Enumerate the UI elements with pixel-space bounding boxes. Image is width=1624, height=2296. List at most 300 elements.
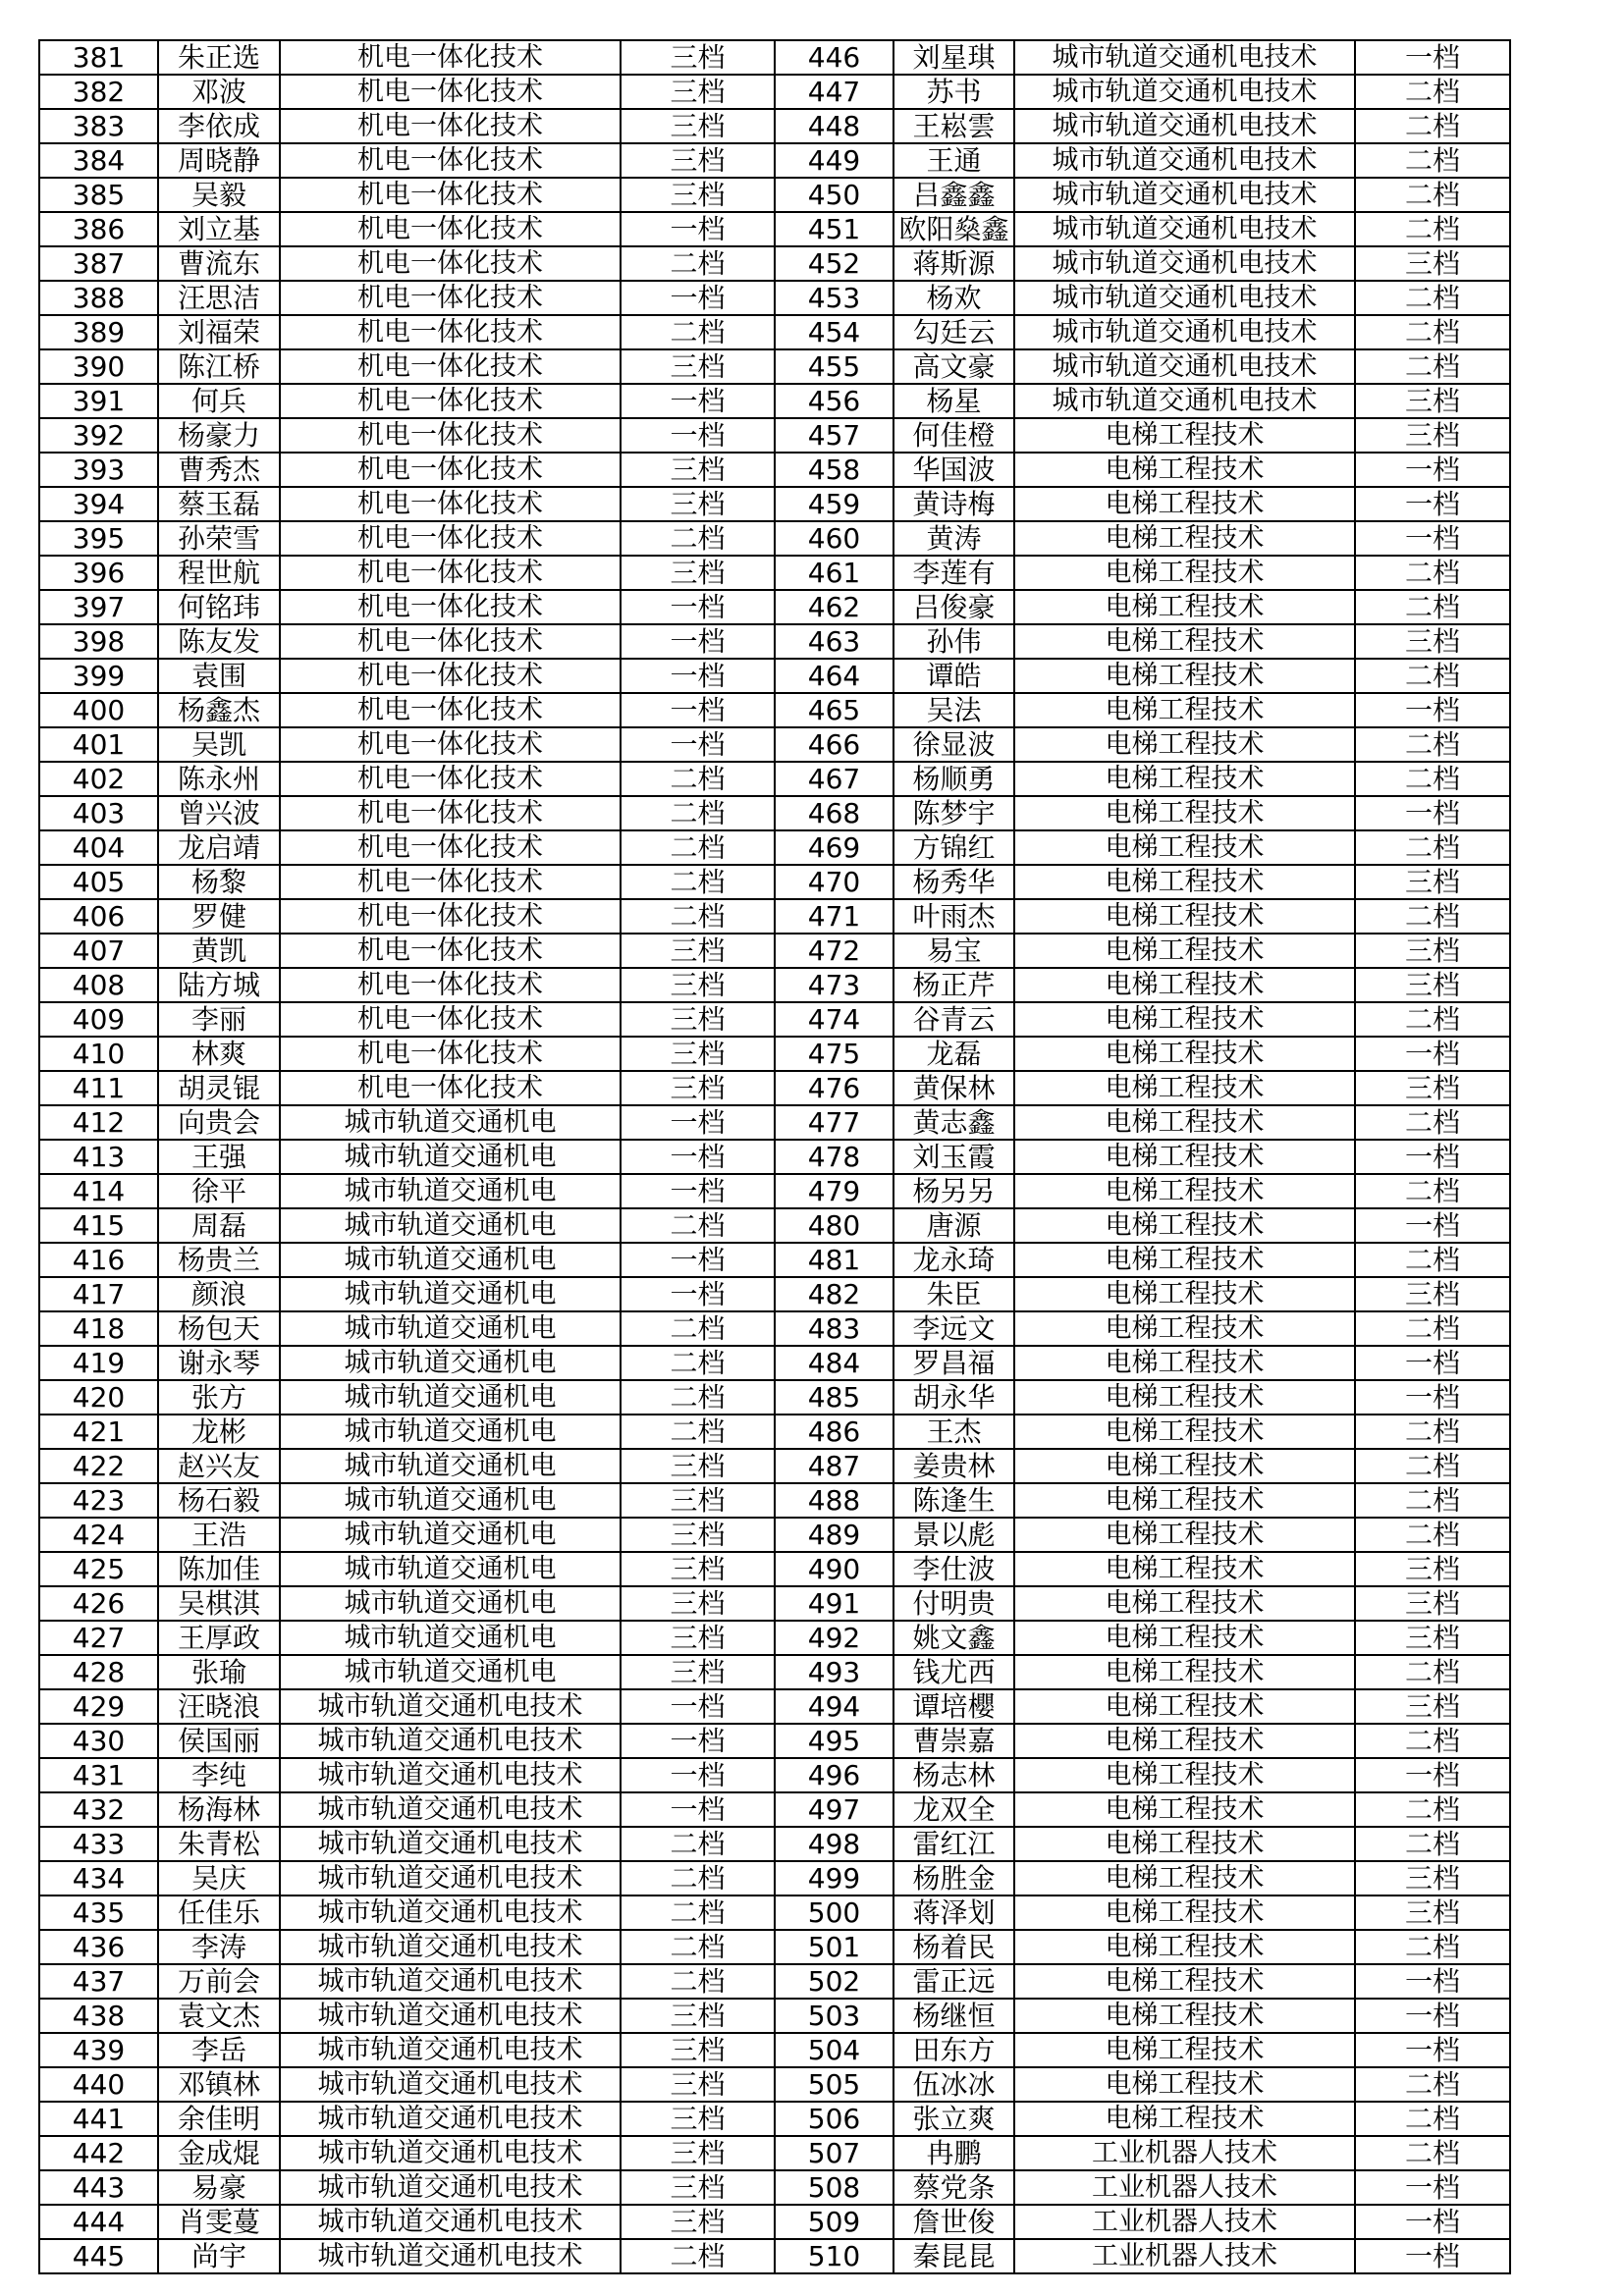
left-grade-cell: 一档: [621, 727, 775, 762]
right-name-cell: 黄诗梅: [893, 487, 1014, 521]
left-grade-cell: 一档: [621, 1724, 775, 1758]
right-serial-number-cell: 465: [775, 693, 893, 727]
left-name-cell: 颜浪: [158, 1277, 280, 1311]
left-grade-cell: 三档: [621, 109, 775, 143]
right-major-cell: 电梯工程技术: [1014, 968, 1355, 1002]
right-serial-number-cell: 504: [775, 2033, 893, 2067]
right-grade-cell: 一档: [1355, 1758, 1510, 1792]
left-name-cell: 汪思洁: [158, 281, 280, 315]
left-grade-cell: 一档: [621, 1140, 775, 1174]
right-name-cell: 王杰: [893, 1415, 1014, 1449]
right-name-cell: 黄涛: [893, 521, 1014, 556]
left-grade-cell: 二档: [621, 1208, 775, 1243]
right-name-cell: 杨继恒: [893, 1999, 1014, 2033]
left-major-cell: 城市轨道交通机电: [280, 1208, 621, 1243]
left-grade-cell: 三档: [621, 1483, 775, 1518]
right-major-cell: 电梯工程技术: [1014, 2033, 1355, 2067]
right-grade-cell: 一档: [1355, 1380, 1510, 1415]
left-serial-number-cell: 404: [39, 830, 158, 865]
left-grade-cell: 一档: [621, 693, 775, 727]
left-major-cell: 机电一体化技术: [280, 1002, 621, 1037]
right-name-cell: 欧阳燊鑫: [893, 212, 1014, 246]
right-serial-number-cell: 494: [775, 1689, 893, 1724]
right-grade-cell: 二档: [1355, 1930, 1510, 1964]
left-serial-number-cell: 436: [39, 1930, 158, 1964]
left-grade-cell: 一档: [621, 590, 775, 624]
left-major-cell: 机电一体化技术: [280, 143, 621, 178]
table-row: [39, 1002, 1510, 1037]
right-major-cell: 电梯工程技术: [1014, 418, 1355, 453]
left-name-cell: 杨贵兰: [158, 1243, 280, 1277]
table-row: [39, 453, 1510, 487]
left-name-cell: 杨豪力: [158, 418, 280, 453]
left-name-cell: 朱正选: [158, 40, 280, 75]
left-serial-number-cell: 412: [39, 1105, 158, 1140]
table-row: [39, 143, 1510, 178]
left-serial-number-cell: 432: [39, 1792, 158, 1827]
right-grade-cell: 二档: [1355, 1724, 1510, 1758]
right-major-cell: 城市轨道交通机电技术: [1014, 246, 1355, 281]
right-major-cell: 电梯工程技术: [1014, 1346, 1355, 1380]
table-row: [39, 1655, 1510, 1689]
right-name-cell: 秦昆昆: [893, 2239, 1014, 2273]
right-grade-cell: 二档: [1355, 315, 1510, 349]
right-major-cell: 工业机器人技术: [1014, 2239, 1355, 2273]
left-grade-cell: 三档: [621, 143, 775, 178]
table-row: [39, 1896, 1510, 1930]
right-major-cell: 城市轨道交通机电技术: [1014, 212, 1355, 246]
left-name-cell: 万前会: [158, 1964, 280, 1999]
left-name-cell: 陈友发: [158, 624, 280, 659]
table-row: [39, 521, 1510, 556]
left-serial-number-cell: 411: [39, 1071, 158, 1105]
right-grade-cell: 一档: [1355, 1346, 1510, 1380]
left-name-cell: 尚宇: [158, 2239, 280, 2273]
left-grade-cell: 三档: [621, 2033, 775, 2067]
right-name-cell: 吴法: [893, 693, 1014, 727]
right-serial-number-cell: 506: [775, 2102, 893, 2136]
left-serial-number-cell: 421: [39, 1415, 158, 1449]
left-major-cell: 城市轨道交通机电技术: [280, 2033, 621, 2067]
right-grade-cell: 三档: [1355, 1896, 1510, 1930]
left-major-cell: 机电一体化技术: [280, 968, 621, 1002]
right-serial-number-cell: 482: [775, 1277, 893, 1311]
right-grade-cell: 一档: [1355, 2033, 1510, 2067]
left-major-cell: 城市轨道交通机电: [280, 1243, 621, 1277]
right-major-cell: 电梯工程技术: [1014, 1758, 1355, 1792]
table-row: [39, 865, 1510, 899]
table-row: [39, 109, 1510, 143]
left-name-cell: 孙荣雪: [158, 521, 280, 556]
table-row: [39, 1243, 1510, 1277]
left-serial-number-cell: 444: [39, 2205, 158, 2239]
right-major-cell: 电梯工程技术: [1014, 1071, 1355, 1105]
table-row: [39, 178, 1510, 212]
right-name-cell: 雷正远: [893, 1964, 1014, 1999]
right-serial-number-cell: 448: [775, 109, 893, 143]
right-name-cell: 龙永琦: [893, 1243, 1014, 1277]
table-row: [39, 349, 1510, 384]
left-major-cell: 城市轨道交通机电技术: [280, 2067, 621, 2102]
left-major-cell: 城市轨道交通机电: [280, 1621, 621, 1655]
right-grade-cell: 三档: [1355, 418, 1510, 453]
left-grade-cell: 三档: [621, 2205, 775, 2239]
right-major-cell: 城市轨道交通机电技术: [1014, 40, 1355, 75]
left-name-cell: 龙启靖: [158, 830, 280, 865]
left-name-cell: 袁围: [158, 659, 280, 693]
student-grade-table: [38, 39, 1511, 2274]
table-row: [39, 899, 1510, 934]
table-row: [39, 1380, 1510, 1415]
right-major-cell: 城市轨道交通机电技术: [1014, 109, 1355, 143]
right-name-cell: 杨着民: [893, 1930, 1014, 1964]
left-grade-cell: 一档: [621, 1792, 775, 1827]
left-major-cell: 机电一体化技术: [280, 281, 621, 315]
table-row: [39, 246, 1510, 281]
left-grade-cell: 二档: [621, 796, 775, 830]
left-name-cell: 杨石毅: [158, 1483, 280, 1518]
table-row: [39, 1827, 1510, 1861]
right-serial-number-cell: 456: [775, 384, 893, 418]
left-serial-number-cell: 397: [39, 590, 158, 624]
table-row: [39, 212, 1510, 246]
right-grade-cell: 二档: [1355, 590, 1510, 624]
left-serial-number-cell: 389: [39, 315, 158, 349]
right-grade-cell: 二档: [1355, 659, 1510, 693]
left-major-cell: 城市轨道交通机电技术: [280, 1999, 621, 2033]
left-serial-number-cell: 427: [39, 1621, 158, 1655]
left-name-cell: 王厚政: [158, 1621, 280, 1655]
right-name-cell: 黄志鑫: [893, 1105, 1014, 1140]
left-major-cell: 机电一体化技术: [280, 349, 621, 384]
left-name-cell: 程世航: [158, 556, 280, 590]
right-grade-cell: 二档: [1355, 1311, 1510, 1346]
right-serial-number-cell: 480: [775, 1208, 893, 1243]
table-row: [39, 1449, 1510, 1483]
right-major-cell: 电梯工程技术: [1014, 1930, 1355, 1964]
left-name-cell: 易豪: [158, 2170, 280, 2205]
left-grade-cell: 三档: [621, 1621, 775, 1655]
left-name-cell: 陈加佳: [158, 1552, 280, 1586]
right-name-cell: 伍冰冰: [893, 2067, 1014, 2102]
left-major-cell: 城市轨道交通机电技术: [280, 1861, 621, 1896]
table-row: [39, 727, 1510, 762]
left-serial-number-cell: 435: [39, 1896, 158, 1930]
right-major-cell: 城市轨道交通机电技术: [1014, 349, 1355, 384]
right-major-cell: 电梯工程技术: [1014, 453, 1355, 487]
table-row: [39, 830, 1510, 865]
right-major-cell: 电梯工程技术: [1014, 1724, 1355, 1758]
left-name-cell: 邓波: [158, 75, 280, 109]
left-major-cell: 机电一体化技术: [280, 934, 621, 968]
left-major-cell: 机电一体化技术: [280, 178, 621, 212]
right-major-cell: 电梯工程技术: [1014, 1827, 1355, 1861]
right-name-cell: 姜贵林: [893, 1449, 1014, 1483]
left-major-cell: 机电一体化技术: [280, 109, 621, 143]
right-grade-cell: 二档: [1355, 75, 1510, 109]
right-major-cell: 工业机器人技术: [1014, 2170, 1355, 2205]
left-name-cell: 徐平: [158, 1174, 280, 1208]
left-major-cell: 城市轨道交通机电技术: [280, 1792, 621, 1827]
left-serial-number-cell: 418: [39, 1311, 158, 1346]
right-name-cell: 曹崇嘉: [893, 1724, 1014, 1758]
right-grade-cell: 二档: [1355, 1002, 1510, 1037]
right-serial-number-cell: 463: [775, 624, 893, 659]
table-row: [39, 1964, 1510, 1999]
right-major-cell: 电梯工程技术: [1014, 590, 1355, 624]
right-name-cell: 詹世俊: [893, 2205, 1014, 2239]
left-major-cell: 机电一体化技术: [280, 556, 621, 590]
right-serial-number-cell: 473: [775, 968, 893, 1002]
right-grade-cell: 三档: [1355, 1861, 1510, 1896]
table-row: [39, 556, 1510, 590]
table-row: [39, 1415, 1510, 1449]
left-grade-cell: 三档: [621, 1655, 775, 1689]
left-serial-number-cell: 408: [39, 968, 158, 1002]
right-name-cell: 杨欢: [893, 281, 1014, 315]
right-name-cell: 谷青云: [893, 1002, 1014, 1037]
left-grade-cell: 一档: [621, 1689, 775, 1724]
right-grade-cell: 二档: [1355, 1655, 1510, 1689]
left-grade-cell: 一档: [621, 418, 775, 453]
right-grade-cell: 二档: [1355, 1105, 1510, 1140]
right-major-cell: 电梯工程技术: [1014, 1002, 1355, 1037]
left-major-cell: 城市轨道交通机电: [280, 1105, 621, 1140]
left-serial-number-cell: 386: [39, 212, 158, 246]
right-serial-number-cell: 497: [775, 1792, 893, 1827]
right-grade-cell: 三档: [1355, 865, 1510, 899]
right-grade-cell: 二档: [1355, 762, 1510, 796]
right-serial-number-cell: 451: [775, 212, 893, 246]
right-serial-number-cell: 477: [775, 1105, 893, 1140]
left-name-cell: 何兵: [158, 384, 280, 418]
right-name-cell: 蔡党条: [893, 2170, 1014, 2205]
right-serial-number-cell: 500: [775, 1896, 893, 1930]
left-name-cell: 任佳乐: [158, 1896, 280, 1930]
left-serial-number-cell: 387: [39, 246, 158, 281]
left-serial-number-cell: 391: [39, 384, 158, 418]
right-serial-number-cell: 467: [775, 762, 893, 796]
right-major-cell: 电梯工程技术: [1014, 1689, 1355, 1724]
right-major-cell: 电梯工程技术: [1014, 1311, 1355, 1346]
right-name-cell: 叶雨杰: [893, 899, 1014, 934]
left-grade-cell: 二档: [621, 1346, 775, 1380]
left-serial-number-cell: 401: [39, 727, 158, 762]
right-serial-number-cell: 462: [775, 590, 893, 624]
left-major-cell: 机电一体化技术: [280, 865, 621, 899]
left-major-cell: 机电一体化技术: [280, 212, 621, 246]
right-serial-number-cell: 471: [775, 899, 893, 934]
left-major-cell: 机电一体化技术: [280, 796, 621, 830]
left-serial-number-cell: 445: [39, 2239, 158, 2273]
right-serial-number-cell: 452: [775, 246, 893, 281]
right-serial-number-cell: 446: [775, 40, 893, 75]
right-name-cell: 陈逢生: [893, 1483, 1014, 1518]
left-name-cell: 陈江桥: [158, 349, 280, 384]
right-major-cell: 电梯工程技术: [1014, 624, 1355, 659]
right-serial-number-cell: 464: [775, 659, 893, 693]
right-name-cell: 孙伟: [893, 624, 1014, 659]
left-name-cell: 侯国丽: [158, 1724, 280, 1758]
right-name-cell: 方锦红: [893, 830, 1014, 865]
left-grade-cell: 三档: [621, 1552, 775, 1586]
left-major-cell: 机电一体化技术: [280, 487, 621, 521]
left-grade-cell: 三档: [621, 1449, 775, 1483]
right-grade-cell: 一档: [1355, 40, 1510, 75]
left-grade-cell: 三档: [621, 1071, 775, 1105]
left-serial-number-cell: 396: [39, 556, 158, 590]
left-grade-cell: 一档: [621, 384, 775, 418]
left-grade-cell: 三档: [621, 1999, 775, 2033]
right-grade-cell: 三档: [1355, 934, 1510, 968]
right-serial-number-cell: 447: [775, 75, 893, 109]
left-serial-number-cell: 434: [39, 1861, 158, 1896]
right-serial-number-cell: 483: [775, 1311, 893, 1346]
left-name-cell: 李依成: [158, 109, 280, 143]
table-row: [39, 934, 1510, 968]
left-serial-number-cell: 430: [39, 1724, 158, 1758]
left-major-cell: 城市轨道交通机电: [280, 1483, 621, 1518]
right-grade-cell: 二档: [1355, 2136, 1510, 2170]
right-name-cell: 景以彪: [893, 1518, 1014, 1552]
left-major-cell: 城市轨道交通机电技术: [280, 1896, 621, 1930]
left-name-cell: 谢永琴: [158, 1346, 280, 1380]
right-grade-cell: 二档: [1355, 1483, 1510, 1518]
right-serial-number-cell: 450: [775, 178, 893, 212]
right-major-cell: 城市轨道交通机电技术: [1014, 178, 1355, 212]
left-major-cell: 城市轨道交通机电: [280, 1586, 621, 1621]
left-major-cell: 机电一体化技术: [280, 315, 621, 349]
right-serial-number-cell: 499: [775, 1861, 893, 1896]
right-name-cell: 杨正芹: [893, 968, 1014, 1002]
right-major-cell: 电梯工程技术: [1014, 1208, 1355, 1243]
table-row: [39, 2102, 1510, 2136]
right-serial-number-cell: 496: [775, 1758, 893, 1792]
left-major-cell: 城市轨道交通机电: [280, 1174, 621, 1208]
left-major-cell: 机电一体化技术: [280, 384, 621, 418]
right-name-cell: 蒋斯源: [893, 246, 1014, 281]
left-major-cell: 机电一体化技术: [280, 727, 621, 762]
left-serial-number-cell: 393: [39, 453, 158, 487]
left-grade-cell: 二档: [621, 1930, 775, 1964]
left-serial-number-cell: 400: [39, 693, 158, 727]
right-name-cell: 钱尤西: [893, 1655, 1014, 1689]
left-serial-number-cell: 424: [39, 1518, 158, 1552]
left-name-cell: 金成焜: [158, 2136, 280, 2170]
left-grade-cell: 三档: [621, 1037, 775, 1071]
right-name-cell: 朱臣: [893, 1277, 1014, 1311]
right-grade-cell: 二档: [1355, 349, 1510, 384]
left-serial-number-cell: 431: [39, 1758, 158, 1792]
left-major-cell: 机电一体化技术: [280, 40, 621, 75]
right-major-cell: 电梯工程技术: [1014, 1415, 1355, 1449]
right-serial-number-cell: 457: [775, 418, 893, 453]
left-grade-cell: 二档: [621, 1964, 775, 1999]
right-grade-cell: 二档: [1355, 1827, 1510, 1861]
right-serial-number-cell: 449: [775, 143, 893, 178]
left-serial-number-cell: 395: [39, 521, 158, 556]
right-name-cell: 雷红江: [893, 1827, 1014, 1861]
right-grade-cell: 一档: [1355, 2239, 1510, 2273]
left-name-cell: 杨鑫杰: [158, 693, 280, 727]
left-serial-number-cell: 402: [39, 762, 158, 796]
left-grade-cell: 二档: [621, 1861, 775, 1896]
left-major-cell: 机电一体化技术: [280, 899, 621, 934]
left-serial-number-cell: 437: [39, 1964, 158, 1999]
left-major-cell: 城市轨道交通机电技术: [280, 2239, 621, 2273]
right-name-cell: 吕俊豪: [893, 590, 1014, 624]
table-row: [39, 1346, 1510, 1380]
table-row: [39, 1071, 1510, 1105]
right-major-cell: 电梯工程技术: [1014, 1105, 1355, 1140]
left-major-cell: 城市轨道交通机电: [280, 1311, 621, 1346]
right-name-cell: 杨秀华: [893, 865, 1014, 899]
left-major-cell: 城市轨道交通机电技术: [280, 1758, 621, 1792]
right-grade-cell: 二档: [1355, 2067, 1510, 2102]
right-major-cell: 电梯工程技术: [1014, 487, 1355, 521]
left-serial-number-cell: 382: [39, 75, 158, 109]
left-grade-cell: 三档: [621, 2170, 775, 2205]
table-row: [39, 1621, 1510, 1655]
left-major-cell: 机电一体化技术: [280, 693, 621, 727]
right-grade-cell: 一档: [1355, 1964, 1510, 1999]
right-serial-number-cell: 503: [775, 1999, 893, 2033]
left-grade-cell: 三档: [621, 349, 775, 384]
table-row: [39, 2033, 1510, 2067]
table-row: [39, 659, 1510, 693]
left-name-cell: 胡灵锟: [158, 1071, 280, 1105]
left-major-cell: 城市轨道交通机电技术: [280, 2205, 621, 2239]
right-name-cell: 李远文: [893, 1311, 1014, 1346]
right-grade-cell: 二档: [1355, 143, 1510, 178]
left-name-cell: 蔡玉磊: [158, 487, 280, 521]
right-name-cell: 付明贵: [893, 1586, 1014, 1621]
right-name-cell: 杨另另: [893, 1174, 1014, 1208]
right-grade-cell: 三档: [1355, 246, 1510, 281]
right-major-cell: 电梯工程技术: [1014, 1380, 1355, 1415]
left-name-cell: 曾兴波: [158, 796, 280, 830]
right-major-cell: 电梯工程技术: [1014, 899, 1355, 934]
right-serial-number-cell: 454: [775, 315, 893, 349]
table-row: [39, 1208, 1510, 1243]
right-grade-cell: 二档: [1355, 1243, 1510, 1277]
left-major-cell: 城市轨道交通机电技术: [280, 1930, 621, 1964]
table-row: [39, 315, 1510, 349]
right-serial-number-cell: 502: [775, 1964, 893, 1999]
left-serial-number-cell: 383: [39, 109, 158, 143]
left-major-cell: 机电一体化技术: [280, 1071, 621, 1105]
left-grade-cell: 三档: [621, 487, 775, 521]
right-name-cell: 胡永华: [893, 1380, 1014, 1415]
right-major-cell: 电梯工程技术: [1014, 762, 1355, 796]
left-name-cell: 肖雯蔓: [158, 2205, 280, 2239]
left-serial-number-cell: 420: [39, 1380, 158, 1415]
left-name-cell: 吴毅: [158, 178, 280, 212]
left-name-cell: 黄凯: [158, 934, 280, 968]
right-major-cell: 电梯工程技术: [1014, 1655, 1355, 1689]
right-name-cell: 苏书: [893, 75, 1014, 109]
right-serial-number-cell: 475: [775, 1037, 893, 1071]
left-grade-cell: 三档: [621, 2136, 775, 2170]
left-name-cell: 邓镇林: [158, 2067, 280, 2102]
right-grade-cell: 二档: [1355, 899, 1510, 934]
right-major-cell: 电梯工程技术: [1014, 2102, 1355, 2136]
right-serial-number-cell: 484: [775, 1346, 893, 1380]
table-row: [39, 1724, 1510, 1758]
left-grade-cell: 二档: [621, 1311, 775, 1346]
right-major-cell: 城市轨道交通机电技术: [1014, 143, 1355, 178]
left-serial-number-cell: 388: [39, 281, 158, 315]
